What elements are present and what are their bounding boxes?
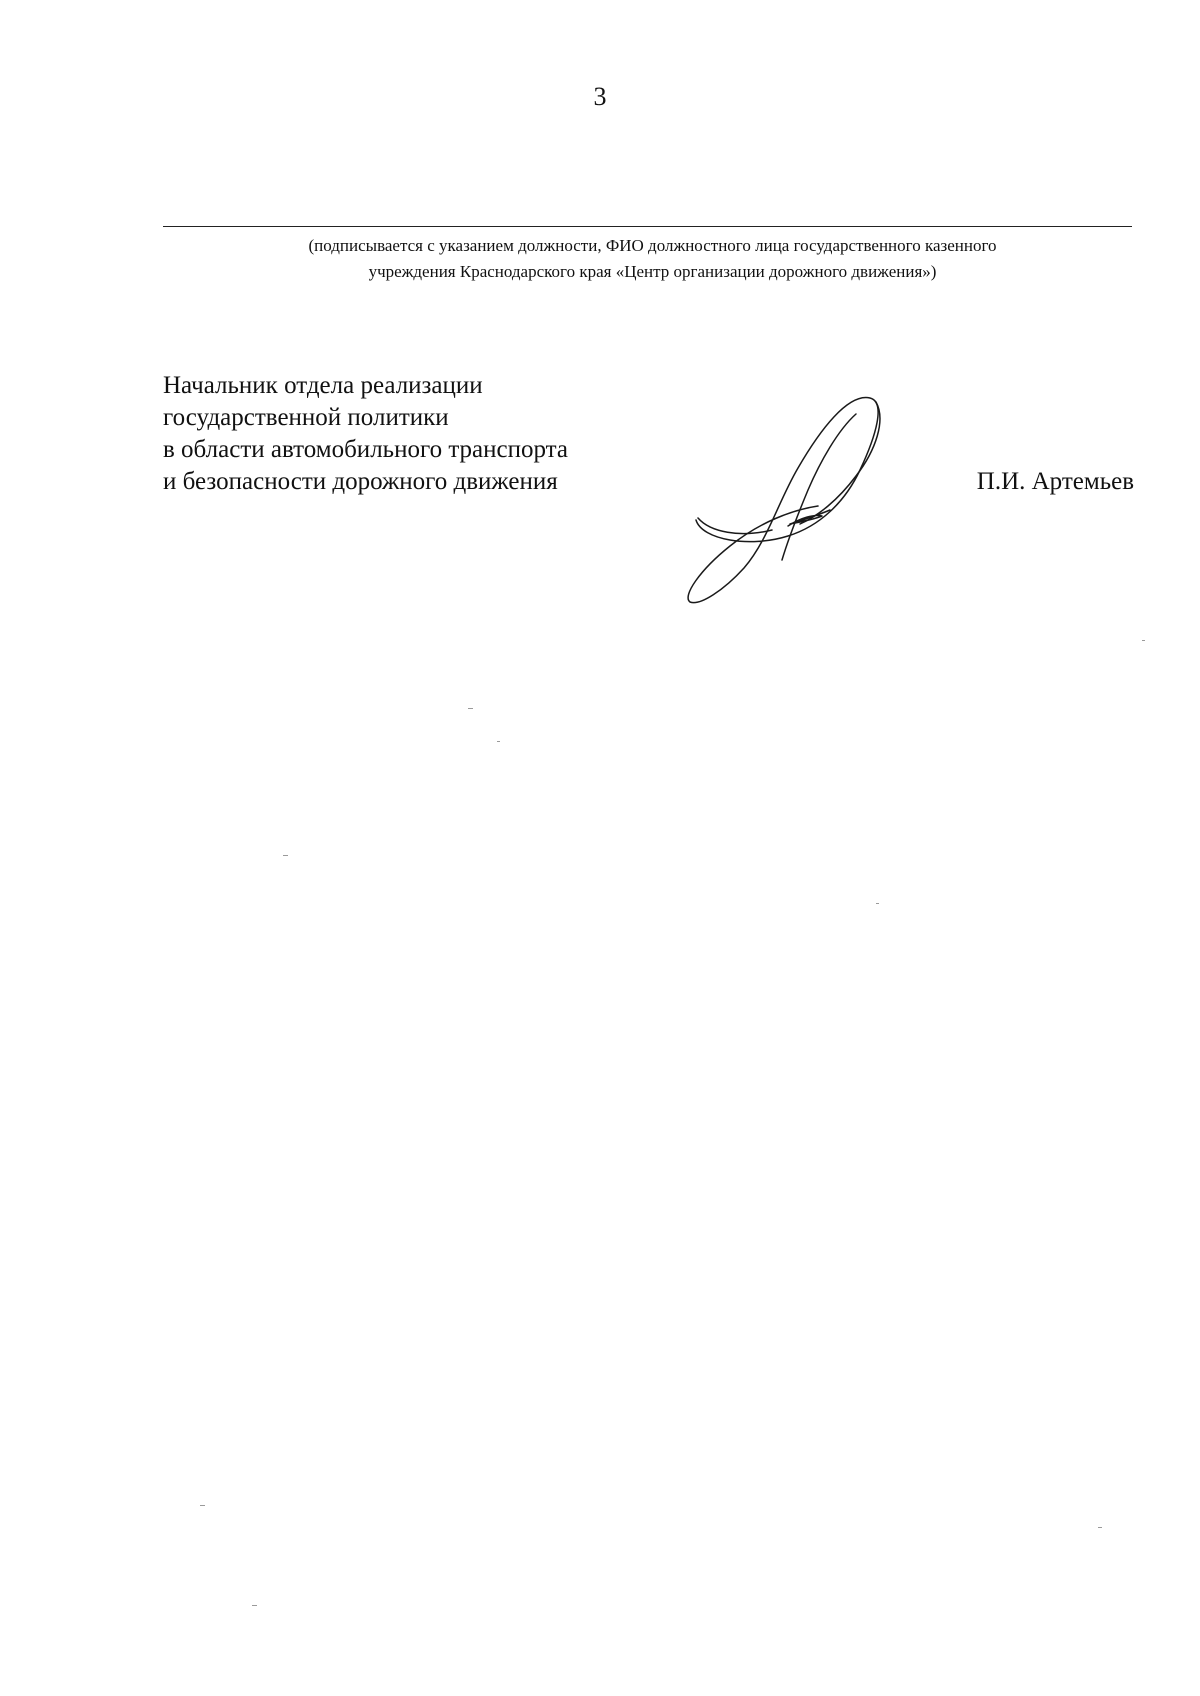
signature-rule [163,226,1132,227]
page-number: 3 [593,82,607,111]
scan-artifact [497,741,500,742]
signatory-position [163,370,683,498]
signature-instruction-note [170,233,1135,285]
signature-instruction-line-2: учреждения Краснодарского края «Центр организации дорожного движения») [368,262,937,281]
signature-instruction-line-1: (подписывается с указанием должности, ФИО должностного лица государственного казенного [308,236,997,255]
handwritten-signature [680,390,940,620]
position-line-3: в области автомобильного транспорта [163,436,569,463]
scan-artifact [468,708,473,709]
scan-artifact [876,903,879,904]
position-line-1: Начальник отдела реализации [163,372,483,399]
scan-artifact [283,855,288,856]
scan-artifact [200,1505,205,1506]
scan-artifact [1098,1527,1102,1528]
scan-artifact [1142,640,1145,641]
position-line-4: и безопасности дорожного движения [163,468,558,495]
signatory-name: П.И. Артемьев [976,468,1134,495]
position-line-2: государственной политики [163,404,449,431]
scan-artifact [252,1605,257,1606]
